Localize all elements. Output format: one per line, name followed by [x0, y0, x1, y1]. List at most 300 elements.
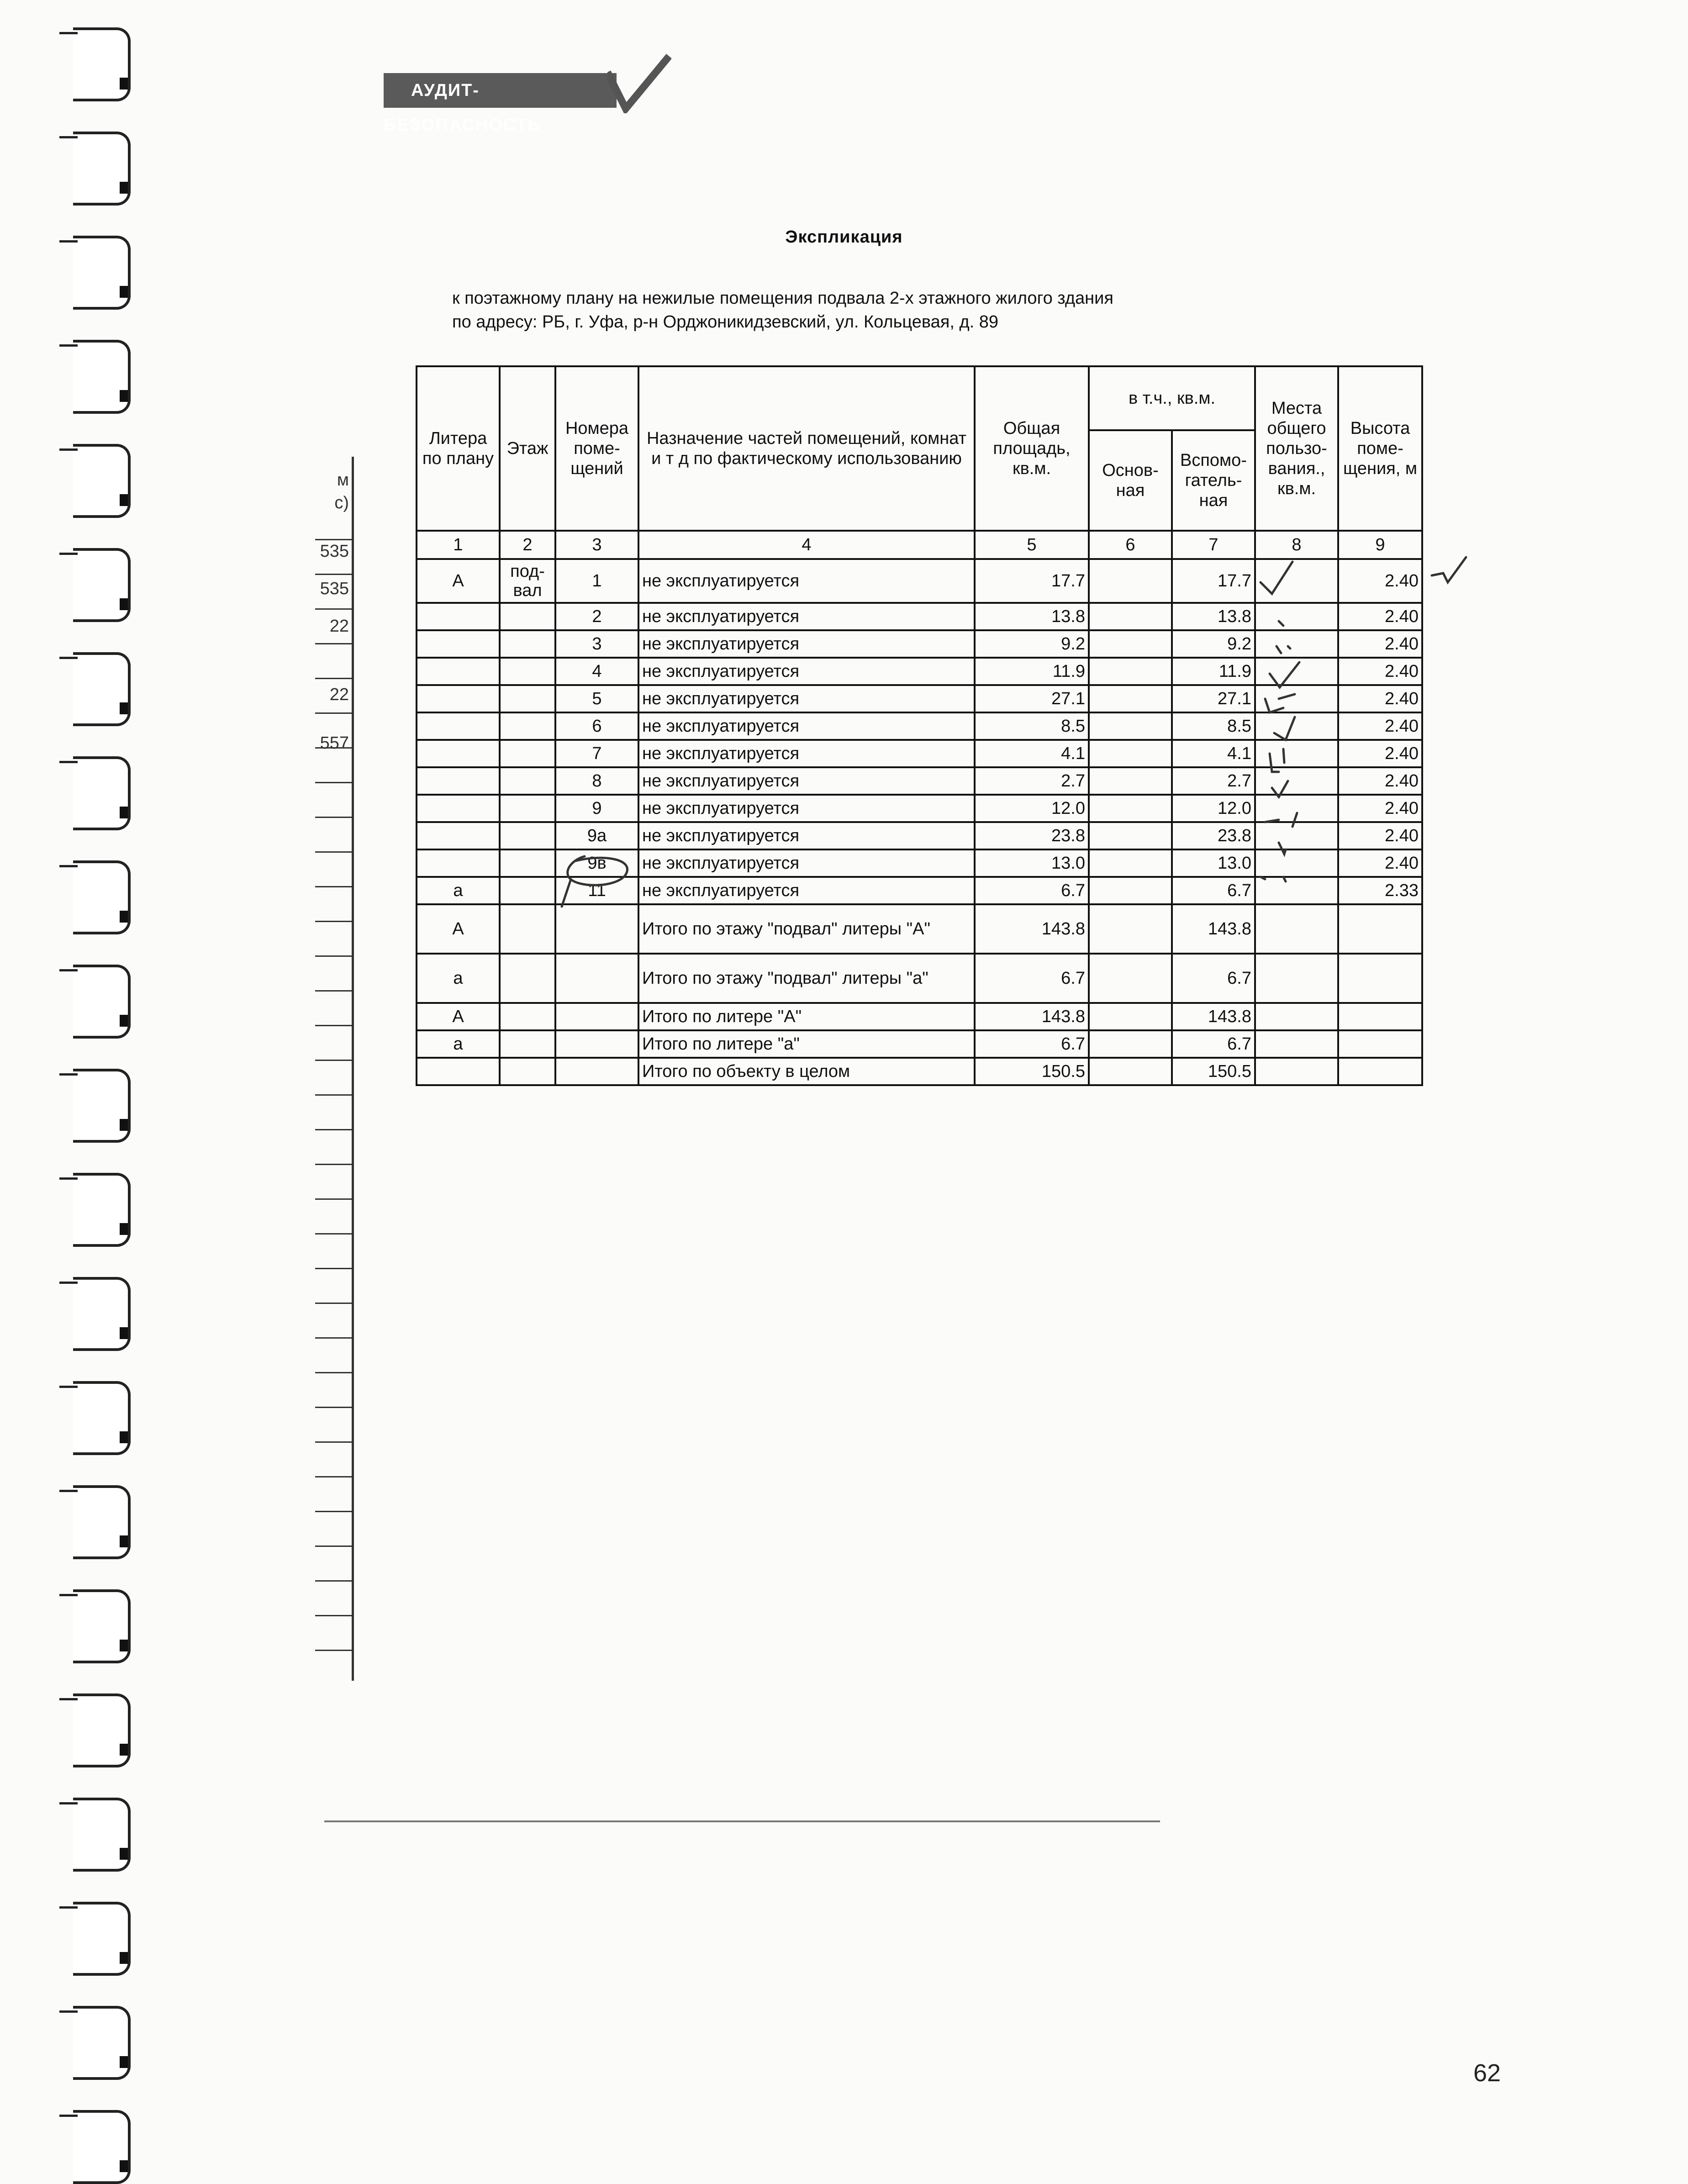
- cell-vspom: 11.9: [1172, 658, 1255, 685]
- total-label: Итого по объекту в целом: [638, 1058, 975, 1085]
- cell-vspom: 12.0: [1172, 795, 1255, 822]
- cell-osnovnaya: [1089, 559, 1172, 603]
- binding-ring: [73, 965, 131, 1039]
- binding-hole: [120, 78, 128, 90]
- column-number: 7: [1172, 531, 1255, 559]
- underlying-table-rule: [315, 782, 352, 783]
- underlying-table-rule: [315, 955, 352, 957]
- cell-empty: [1089, 904, 1172, 954]
- document-title: Экспликация: [785, 227, 903, 247]
- cell-obshaya: 6.7: [975, 877, 1089, 904]
- underlying-table-rule: [315, 747, 352, 749]
- binding-tick: [59, 32, 78, 34]
- cell-litera: а: [417, 954, 500, 1003]
- table-row: [417, 712, 1422, 740]
- cell-osnovnaya: [1089, 877, 1172, 904]
- cell-nomer: 1: [555, 559, 638, 603]
- total-row: [417, 1003, 1422, 1030]
- cell-empty: [555, 904, 638, 954]
- cell-litera: [417, 685, 500, 712]
- cell-osnovnaya: [1089, 740, 1172, 767]
- binding-ring: [73, 548, 131, 622]
- cell-vysota: 2.40: [1338, 767, 1422, 795]
- column-number: 3: [555, 531, 638, 559]
- cell-empty: [1255, 1058, 1338, 1085]
- underlying-table-rule: [315, 1407, 352, 1408]
- cell-nomer: 9а: [555, 822, 638, 849]
- header-vysota: Высота поме-щения, м: [1338, 366, 1422, 531]
- cell-naznachenie: не эксплуатируется: [638, 685, 975, 712]
- binding-tick: [59, 657, 78, 659]
- binding-hole: [120, 1431, 128, 1443]
- table-row: [417, 658, 1422, 685]
- cell-obshaya: 2.7: [975, 767, 1089, 795]
- cell-mesta: [1255, 767, 1338, 795]
- binding-hole: [120, 1848, 128, 1860]
- cell-nomer: 4: [555, 658, 638, 685]
- header-mesta: Места общего пользо-вания., кв.м.: [1255, 366, 1338, 531]
- cell-mesta: [1255, 658, 1338, 685]
- cell-litera: [417, 712, 500, 740]
- header-nomera: Номера поме-щений: [555, 366, 638, 531]
- cell-empty: [1089, 954, 1172, 1003]
- binding-tick: [59, 1282, 78, 1284]
- cell-obshaya: 9.2: [975, 630, 1089, 658]
- cell-vspom: 6.7: [1172, 877, 1255, 904]
- binding-tick: [59, 448, 78, 451]
- table-row: [417, 603, 1422, 630]
- cell-obshaya: 13.0: [975, 849, 1089, 877]
- binding-hole: [120, 1744, 128, 1756]
- cell-empty: [1089, 1058, 1172, 1085]
- binding-tick: [59, 1490, 78, 1492]
- binding-tick: [59, 1073, 78, 1076]
- underlying-table-rule: [315, 1441, 352, 1443]
- cell-empty: [555, 954, 638, 1003]
- cell-litera: [417, 795, 500, 822]
- binding-ring: [73, 1902, 131, 1976]
- header-etazh: Этаж: [500, 366, 555, 531]
- cell-vysota: 2.40: [1338, 849, 1422, 877]
- spiral-binding: [0, 0, 151, 2166]
- cell-litera: а: [417, 877, 500, 904]
- binding-tick: [59, 1177, 78, 1180]
- cell-obshaya: 17.7: [975, 559, 1089, 603]
- document-subtitle-line1: к поэтажному плану на нежилые помещения подвала 2-х этажного жилого здания: [452, 289, 1113, 308]
- binding-tick: [59, 1906, 78, 1909]
- table-row: [417, 685, 1422, 712]
- cell-naznachenie: не эксплуатируется: [638, 740, 975, 767]
- binding-tick: [59, 1698, 78, 1700]
- cell-osnovnaya: [1089, 822, 1172, 849]
- cell-etazh: [500, 849, 555, 877]
- company-logo: [384, 73, 617, 135]
- cell-obshaya: 23.8: [975, 822, 1089, 849]
- underlying-table-rule: [315, 1650, 352, 1651]
- binding-hole: [120, 1327, 128, 1339]
- binding-hole: [120, 390, 128, 402]
- cell-naznachenie: не эксплуатируется: [638, 767, 975, 795]
- cell-litera: А: [417, 904, 500, 954]
- underlying-table-rule: [315, 1198, 352, 1200]
- cell-empty: [1089, 1003, 1172, 1030]
- cell-osnovnaya: [1089, 712, 1172, 740]
- underlying-table-rule: [315, 539, 352, 540]
- table-row: [417, 822, 1422, 849]
- cell-nomer: 11: [555, 877, 638, 904]
- cell-empty: [1255, 1030, 1338, 1058]
- underlying-table-rule: [315, 1164, 352, 1165]
- explication-table: [416, 365, 1423, 1086]
- cell-empty: [1338, 954, 1422, 1003]
- underlying-number: 22: [329, 685, 349, 704]
- total-row: [417, 954, 1422, 1003]
- binding-tick: [59, 2115, 78, 2117]
- cell-nomer: 8: [555, 767, 638, 795]
- column-number: 2: [500, 531, 555, 559]
- binding-ring: [73, 27, 131, 101]
- cell-osnovnaya: [1089, 603, 1172, 630]
- underlying-table-rule: [315, 712, 352, 714]
- binding-ring: [73, 444, 131, 518]
- cell-vspom: 2.7: [1172, 767, 1255, 795]
- cell-mesta: [1255, 685, 1338, 712]
- cell-naznachenie: не эксплуатируется: [638, 822, 975, 849]
- column-number: 1: [417, 531, 500, 559]
- cell-litera: [417, 630, 500, 658]
- binding-ring: [73, 1485, 131, 1559]
- total-vspom: 150.5: [1172, 1058, 1255, 1085]
- underlying-table-rule: [315, 990, 352, 992]
- cell-mesta: [1255, 822, 1338, 849]
- total-label: Итого по литере "А": [638, 1003, 975, 1030]
- cell-obshaya: 12.0: [975, 795, 1089, 822]
- header-naznachenie: Назначение частей помещений, комнат и т д по фактическому использованию: [638, 366, 975, 531]
- table-body: [417, 559, 1422, 1085]
- total-obshaya: 143.8: [975, 1003, 1089, 1030]
- binding-ring: [73, 2110, 131, 2184]
- underlying-table-rule: [315, 1129, 352, 1130]
- cell-etazh: под-вал: [500, 559, 555, 603]
- cell-mesta: [1255, 740, 1338, 767]
- cell-mesta: [1255, 795, 1338, 822]
- cell-naznachenie: не эксплуатируется: [638, 630, 975, 658]
- underlying-table-rule: [315, 1615, 352, 1616]
- cell-obshaya: 8.5: [975, 712, 1089, 740]
- binding-hole: [120, 911, 128, 923]
- cell-vspom: 13.8: [1172, 603, 1255, 630]
- cell-empty: [500, 954, 555, 1003]
- cell-vysota: 2.33: [1338, 877, 1422, 904]
- total-obshaya: 6.7: [975, 1030, 1089, 1058]
- cell-empty: [1338, 1058, 1422, 1085]
- total-row: [417, 904, 1422, 954]
- cell-etazh: [500, 685, 555, 712]
- binding-hole: [120, 598, 128, 610]
- binding-tick: [59, 344, 78, 347]
- binding-hole: [120, 702, 128, 714]
- binding-ring: [73, 652, 131, 726]
- underlying-table-rule: [315, 1476, 352, 1477]
- cell-mesta: [1255, 712, 1338, 740]
- binding-ring: [73, 2006, 131, 2080]
- cell-nomer: 2: [555, 603, 638, 630]
- cell-empty: [1089, 1030, 1172, 1058]
- header-litera: Литера по плану: [417, 366, 500, 531]
- cell-osnovnaya: [1089, 630, 1172, 658]
- cell-naznachenie: не эксплуатируется: [638, 849, 975, 877]
- total-obshaya: 6.7: [975, 954, 1089, 1003]
- cell-empty: [555, 1058, 638, 1085]
- total-vspom: 143.8: [1172, 1003, 1255, 1030]
- footer-rule: [324, 1820, 1160, 1822]
- underlying-table-rule: [315, 1546, 352, 1547]
- binding-hole: [120, 2160, 128, 2172]
- underlying-number: 22: [329, 617, 349, 636]
- cell-nomer: 5: [555, 685, 638, 712]
- cell-vysota: 2.40: [1338, 740, 1422, 767]
- cell-litera: [417, 849, 500, 877]
- table-row: [417, 740, 1422, 767]
- total-row: [417, 1058, 1422, 1085]
- cell-naznachenie: не эксплуатируется: [638, 559, 975, 603]
- cell-vysota: 2.40: [1338, 603, 1422, 630]
- cell-naznachenie: не эксплуатируется: [638, 658, 975, 685]
- header-osnovnaya: Основ-ная: [1089, 430, 1172, 531]
- binding-ring: [73, 1069, 131, 1143]
- column-number: 8: [1255, 531, 1338, 559]
- underlying-table-rule: [315, 851, 352, 853]
- binding-tick: [59, 1386, 78, 1388]
- cell-vysota: 2.40: [1338, 658, 1422, 685]
- cell-empty: [1255, 904, 1338, 954]
- binding-tick: [59, 136, 78, 138]
- binding-ring: [73, 132, 131, 206]
- cell-empty: [1338, 1030, 1422, 1058]
- underlying-number: 557: [320, 733, 349, 753]
- underlying-table-rule: [315, 1372, 352, 1373]
- underlying-table-rule: [315, 1511, 352, 1512]
- cell-obshaya: 13.8: [975, 603, 1089, 630]
- logo-text: АУДИТ-БЕЗОПАСНОСТЬ: [384, 81, 541, 135]
- cell-vspom: 8.5: [1172, 712, 1255, 740]
- cell-empty: [1338, 904, 1422, 954]
- total-vspom: 143.8: [1172, 904, 1255, 954]
- cell-litera: А: [417, 559, 500, 603]
- underlying-table-rule: [315, 1025, 352, 1026]
- cell-etazh: [500, 740, 555, 767]
- cell-naznachenie: не эксплуатируется: [638, 795, 975, 822]
- cell-empty: [555, 1030, 638, 1058]
- cell-mesta: [1255, 630, 1338, 658]
- binding-ring: [73, 1277, 131, 1351]
- cell-litera: [417, 822, 500, 849]
- underlying-table-rule: [315, 643, 352, 644]
- cell-etazh: [500, 603, 555, 630]
- cell-mesta: [1255, 559, 1338, 603]
- cell-litera: а: [417, 1030, 500, 1058]
- binding-hole: [120, 1015, 128, 1027]
- cell-litera: [417, 740, 500, 767]
- table-row: [417, 877, 1422, 904]
- total-label: Итого по литере "а": [638, 1030, 975, 1058]
- binding-hole: [120, 182, 128, 194]
- table-row: [417, 795, 1422, 822]
- column-number: 9: [1338, 531, 1422, 559]
- binding-ring: [73, 1173, 131, 1247]
- underlying-table-rule: [315, 1580, 352, 1582]
- cell-mesta: [1255, 603, 1338, 630]
- total-obshaya: 150.5: [975, 1058, 1089, 1085]
- binding-ring: [73, 1589, 131, 1663]
- cell-vysota: 2.40: [1338, 685, 1422, 712]
- cell-naznachenie: не эксплуатируется: [638, 712, 975, 740]
- total-label: Итого по этажу "подвал" литеры "а": [638, 954, 975, 1003]
- binding-hole: [120, 1223, 128, 1235]
- binding-hole: [120, 2056, 128, 2068]
- total-label: Итого по этажу "подвал" литеры "А": [638, 904, 975, 954]
- page-number: 62: [1473, 2059, 1501, 2087]
- underlying-table-rule: [315, 1268, 352, 1269]
- cell-osnovnaya: [1089, 658, 1172, 685]
- cell-vspom: 17.7: [1172, 559, 1255, 603]
- underlying-table-rule: [315, 921, 352, 922]
- binding-ring: [73, 340, 131, 414]
- cell-vysota: 2.40: [1338, 795, 1422, 822]
- underlying-table-rule: [315, 1060, 352, 1061]
- binding-tick: [59, 1802, 78, 1804]
- cell-mesta: [1255, 849, 1338, 877]
- underlying-table-rule: [315, 574, 352, 575]
- cell-litera: [417, 1058, 500, 1085]
- binding-ring: [73, 1693, 131, 1767]
- cell-empty: [500, 1058, 555, 1085]
- cell-obshaya: 4.1: [975, 740, 1089, 767]
- binding-ring: [73, 860, 131, 934]
- table-row: [417, 849, 1422, 877]
- cell-nomer: 9в: [555, 849, 638, 877]
- total-row: [417, 1030, 1422, 1058]
- cell-empty: [500, 1003, 555, 1030]
- binding-hole: [120, 1952, 128, 1964]
- cell-etazh: [500, 767, 555, 795]
- cell-vspom: 27.1: [1172, 685, 1255, 712]
- cell-mesta: [1255, 877, 1338, 904]
- cell-empty: [1255, 954, 1338, 1003]
- underlying-table-rule: [315, 886, 352, 887]
- cell-vspom: 23.8: [1172, 822, 1255, 849]
- cell-litera: [417, 767, 500, 795]
- cell-osnovnaya: [1089, 795, 1172, 822]
- binding-tick: [59, 2010, 78, 2013]
- binding-tick: [59, 1594, 78, 1596]
- binding-hole: [120, 1535, 128, 1547]
- cell-vspom: 9.2: [1172, 630, 1255, 658]
- cell-litera: А: [417, 1003, 500, 1030]
- column-number: 6: [1089, 531, 1172, 559]
- binding-tick: [59, 865, 78, 867]
- cell-osnovnaya: [1089, 767, 1172, 795]
- cell-vysota: 2.40: [1338, 822, 1422, 849]
- cell-litera: [417, 603, 500, 630]
- cell-nomer: 6: [555, 712, 638, 740]
- binding-hole: [120, 1640, 128, 1651]
- binding-hole: [120, 494, 128, 506]
- binding-tick: [59, 761, 78, 763]
- document-subtitle-line2: по адресу: РБ, г. Уфа, р-н Орджоникидзевский, ул. Кольцевая, д. 89: [452, 312, 999, 332]
- underlying-table-rule: [315, 1337, 352, 1339]
- column-number: 5: [975, 531, 1089, 559]
- cell-obshaya: 11.9: [975, 658, 1089, 685]
- header-obshaya: Общая площадь, кв.м.: [975, 366, 1089, 531]
- binding-hole: [120, 807, 128, 818]
- cell-empty: [500, 904, 555, 954]
- cell-etazh: [500, 877, 555, 904]
- cell-empty: [555, 1003, 638, 1030]
- checkmark-logo-icon: [607, 54, 671, 113]
- cell-etazh: [500, 795, 555, 822]
- binding-tick: [59, 553, 78, 555]
- table-row: [417, 559, 1422, 603]
- cell-osnovnaya: [1089, 849, 1172, 877]
- cell-empty: [1338, 1003, 1422, 1030]
- underlying-table-rule: [315, 1094, 352, 1096]
- cell-nomer: 9: [555, 795, 638, 822]
- cell-vysota: 2.40: [1338, 559, 1422, 603]
- underlying-table-rule: [315, 608, 352, 610]
- cell-osnovnaya: [1089, 685, 1172, 712]
- cell-etazh: [500, 630, 555, 658]
- cell-nomer: 3: [555, 630, 638, 658]
- underlying-table-rule: [315, 678, 352, 679]
- underlying-table-rule: [315, 1233, 352, 1234]
- underlying-page-edge: [315, 457, 354, 1681]
- cell-naznachenie: не эксплуатируется: [638, 603, 975, 630]
- binding-ring: [73, 1381, 131, 1455]
- underlying-header-fragment: с): [334, 493, 349, 512]
- cell-vspom: 13.0: [1172, 849, 1255, 877]
- cell-etazh: [500, 822, 555, 849]
- cell-empty: [1255, 1003, 1338, 1030]
- header-vspomogatelnaya: Вспомо-гатель-ная: [1172, 430, 1255, 531]
- cell-etazh: [500, 658, 555, 685]
- underlying-table-rule: [315, 1303, 352, 1304]
- cell-vspom: 4.1: [1172, 740, 1255, 767]
- total-vspom: 6.7: [1172, 1030, 1255, 1058]
- total-vspom: 6.7: [1172, 954, 1255, 1003]
- cell-nomer: 7: [555, 740, 638, 767]
- cell-litera: [417, 658, 500, 685]
- cell-vysota: 2.40: [1338, 630, 1422, 658]
- margin-checkmark: [1430, 553, 1471, 589]
- binding-hole: [120, 1119, 128, 1131]
- column-number: 4: [638, 531, 975, 559]
- table-row: [417, 630, 1422, 658]
- underlying-number: 535: [320, 542, 349, 561]
- total-obshaya: 143.8: [975, 904, 1089, 954]
- cell-empty: [500, 1030, 555, 1058]
- cell-etazh: [500, 712, 555, 740]
- cell-naznachenie: не эксплуатируется: [638, 877, 975, 904]
- underlying-header-fragment: м: [337, 470, 349, 490]
- binding-tick: [59, 969, 78, 971]
- cell-vysota: 2.40: [1338, 712, 1422, 740]
- binding-ring: [73, 756, 131, 830]
- table-row: [417, 767, 1422, 795]
- underlying-number: 535: [320, 579, 349, 598]
- cell-obshaya: 27.1: [975, 685, 1089, 712]
- binding-hole: [120, 286, 128, 298]
